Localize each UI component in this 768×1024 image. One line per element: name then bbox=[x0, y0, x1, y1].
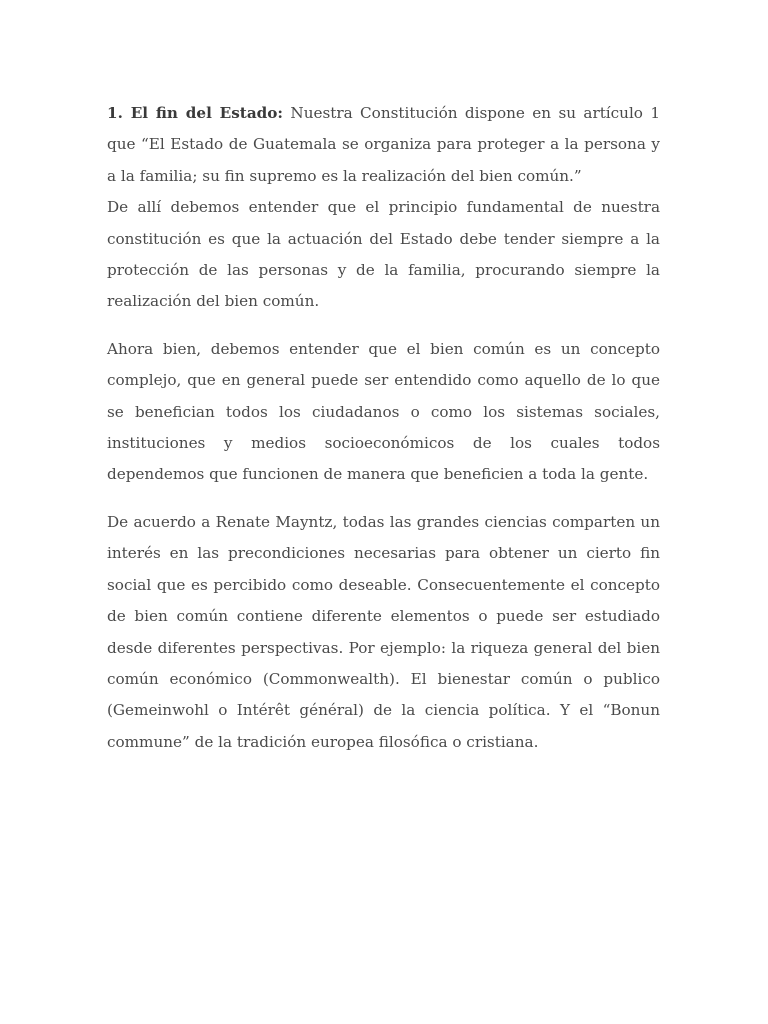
section1-followup-paragraph: De allí debemos entender que el principio fundamental de nuestra constitución es que la actuación del Estado debe tender siempre a la protección de las personas y de la familia, procurando siempre la realización del bien común. bbox=[107, 198, 660, 311]
section1-heading: 1. El fin del Estado: bbox=[107, 104, 284, 122]
section1-intro-text: Nuestra Constitución dispone en su artículo 1 que “El Estado de Guatemala se organiza para proteger a la persona y a la familia; su fin supremo es la realización del bien común.” bbox=[107, 104, 660, 185]
paragraph-bien-comun: Ahora bien, debemos entender que el bien común es un concepto complejo, que en general puede ser entendido como aquello de lo que se benefician todos los ciudadanos o como los sistemas sociales, instituciones y medios socioeconómicos de los cuales todos dependemos que funcionen de manera que beneficien a toda la gente. bbox=[107, 339, 660, 484]
paragraph-renate-mayntz: De acuerdo a Renate Mayntz, todas las grandes ciencias comparten un interés en las precondiciones necesarias para obtener un cierto fin social que es percibido como deseable. Consecuentemente el concepto de bien común contiene diferente elementos o puede ser estudiado desde diferentes perspectivas. Por ejemplo: la riqueza general del bien común económico (Commonwealth). El bienestar común o publico (Gemeinwohl o Intérêt général) de la ciencia política. Y el “Bonun commune” de la tradición europea filosófica o cristiana. bbox=[107, 512, 660, 751]
section1-paragraph bbox=[107, 98, 660, 192]
document-body bbox=[107, 98, 660, 758]
